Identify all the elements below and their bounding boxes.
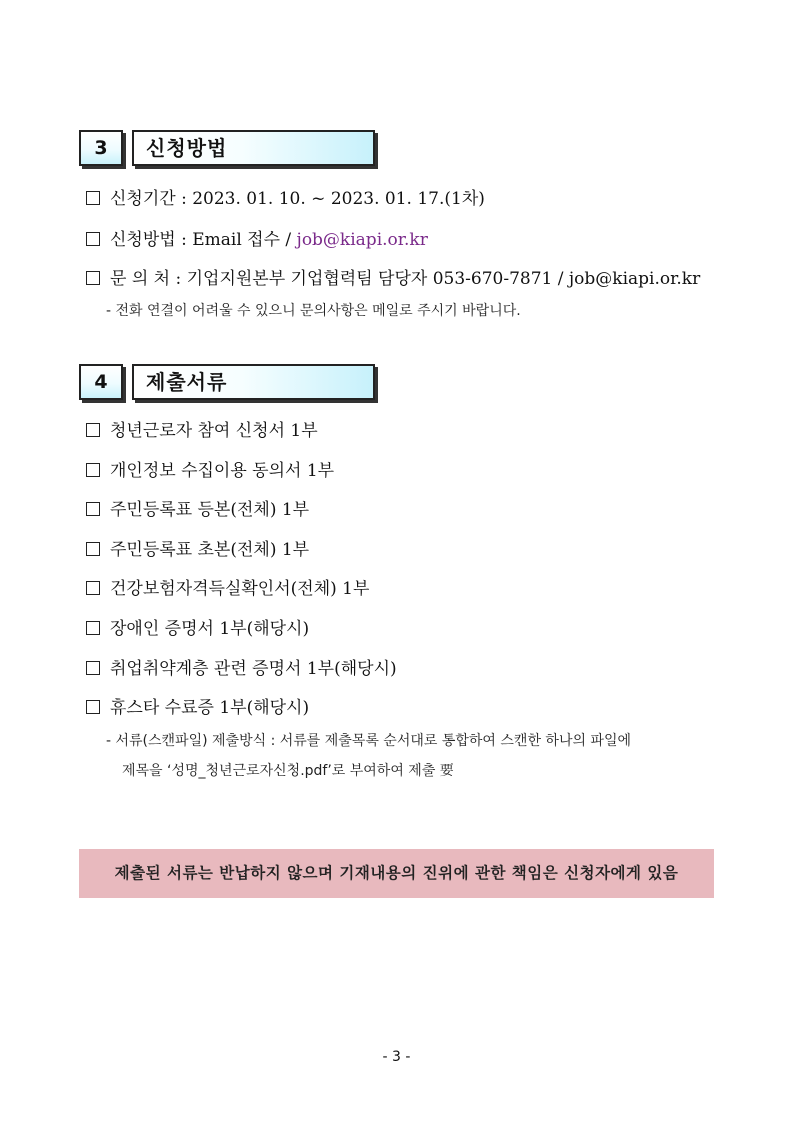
checkbox-icon xyxy=(86,191,100,205)
list-item xyxy=(86,578,369,600)
checkbox-icon xyxy=(86,271,100,285)
list-item xyxy=(86,420,318,442)
checkbox-icon xyxy=(86,502,100,516)
item-text: 주민등록표 등본(전체) 1부 xyxy=(110,500,310,520)
item-text: 개인정보 수집이용 동의서 1부 xyxy=(110,461,335,481)
item-text: 건강보험자격득실확인서(전체) 1부 xyxy=(110,579,370,599)
list-item xyxy=(86,499,309,521)
item-text: 휴스타 수료증 1부(해당시) xyxy=(110,698,310,718)
list-item xyxy=(86,658,397,680)
section-number: 4 xyxy=(79,364,123,400)
list-item xyxy=(86,697,309,719)
checkbox-icon xyxy=(86,661,100,675)
section-number: 3 xyxy=(79,130,123,166)
checkbox-icon xyxy=(86,581,100,595)
item-text: 신청기간 : 2023. 01. 10. ~ 2023. 01. 17.(1차) xyxy=(110,189,485,209)
submission-note-line2: 제목을 ‘성명_청년근로자신청.pdf’로 부여하여 제출 要 xyxy=(122,763,454,779)
list-item xyxy=(86,229,428,251)
checkbox-icon xyxy=(86,463,100,477)
list-item xyxy=(86,460,334,482)
item-text: 주민등록표 초본(전체) 1부 xyxy=(110,540,310,560)
item-text: 취업취약계층 관련 증명서 1부(해당시) xyxy=(110,659,397,679)
notice-banner: 제출된 서류는 반납하지 않으며 기재내용의 진위에 관한 책임은 신청자에게 있음 xyxy=(79,849,714,898)
checkbox-icon xyxy=(86,542,100,556)
item-text: 신청방법 : Email 접수 / xyxy=(110,230,297,250)
email-link[interactable]: job@kiapi.or.kr xyxy=(296,230,428,250)
section-title: 신청방법 xyxy=(132,130,375,166)
item-text: 청년근로자 참여 신청서 1부 xyxy=(110,421,318,441)
section-title: 제출서류 xyxy=(132,364,375,400)
contact-note: - 전화 연결이 어려울 수 있으니 문의사항은 메일로 주시기 바랍니다. xyxy=(106,303,521,319)
list-item xyxy=(86,539,309,561)
submission-note-line1: - 서류(스캔파일) 제출방식 : 서류를 제출목록 순서대로 통합하여 스캔한 하나의 파일에 xyxy=(106,733,632,749)
list-item xyxy=(86,188,485,210)
list-item xyxy=(86,268,700,290)
checkbox-icon xyxy=(86,700,100,714)
item-text: 문 의 처 : 기업지원본부 기업협력팀 담당자 053-670-7871 / job@kiapi.or.kr xyxy=(110,269,701,289)
page-number: - 3 - xyxy=(382,1049,411,1065)
checkbox-icon xyxy=(86,621,100,635)
item-text: 장애인 증명서 1부(해당시) xyxy=(110,619,310,639)
list-item xyxy=(86,618,309,640)
checkbox-icon xyxy=(86,232,100,246)
checkbox-icon xyxy=(86,423,100,437)
